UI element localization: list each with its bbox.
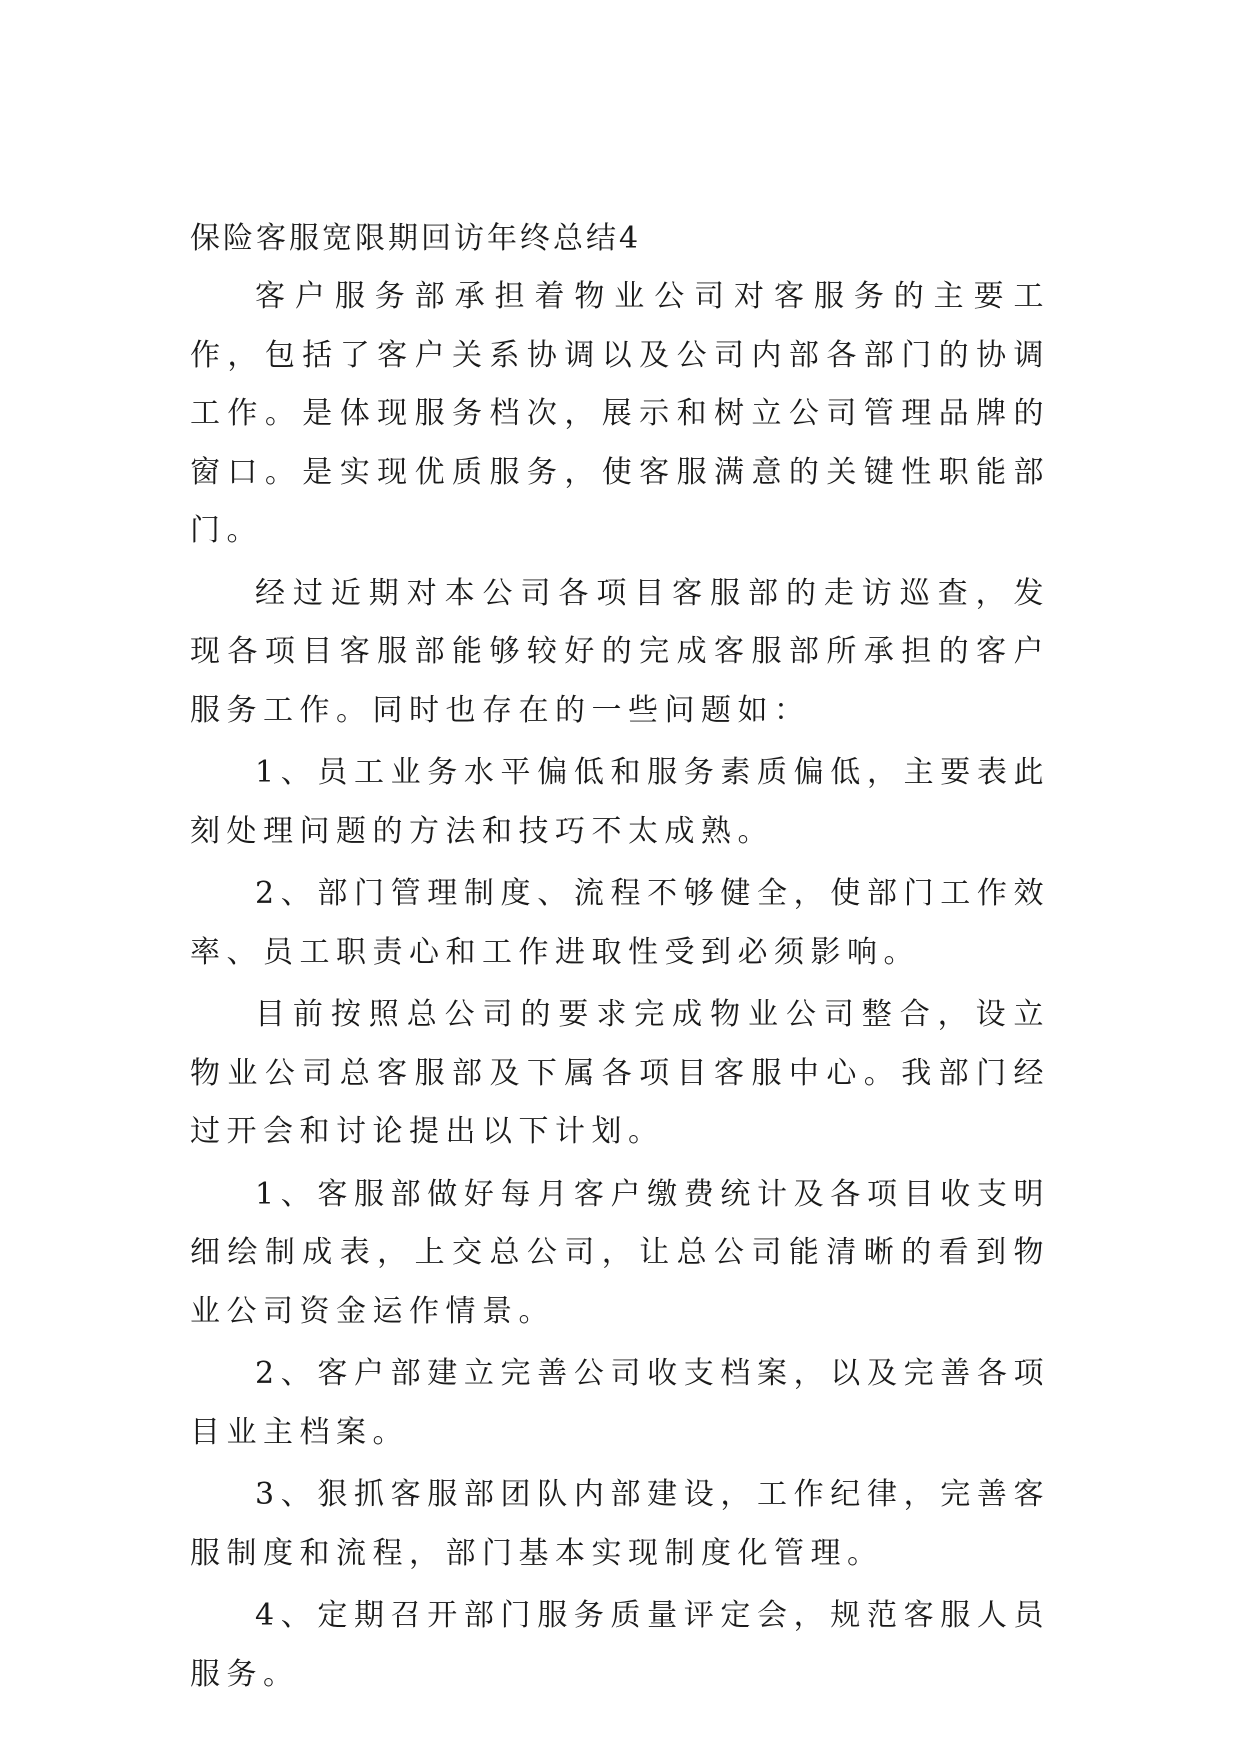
- paragraph: 经过近期对本公司各项目客服部的走访巡查，发现各项目客服部能够较好的完成客服部所承担的客户服务工作。同时也存在的一些问题如：: [190, 575, 1050, 728]
- paragraph: 2、客户部建立完善公司收支档案，以及完善各项目业主档案。: [190, 1356, 1050, 1450]
- paragraph: 1、员工业务水平偏低和服务素质偏低，主要表此刻处理问题的方法和技巧不太成熟。: [190, 755, 1050, 849]
- paragraph: 目前按照总公司的要求完成物业公司整合，设立物业公司总客服部及下属各项目客服中心。我部门经过开会和讨论提出以下计划。: [190, 997, 1050, 1149]
- paragraph: 3、狠抓客服部团队内部建设，工作纪律，完善客服制度和流程，部门基本实现制度化管理。: [190, 1477, 1050, 1571]
- document-body: [190, 210, 1050, 1708]
- paragraph: 客户服务部承担着物业公司对客服务的主要工作，包括了客户关系协调以及公司内部各部门的协调工作。是体现服务档次，展示和树立公司管理品牌的窗口。是实现优质服务，使客服满意的关键性职能部门。: [190, 279, 1050, 548]
- paragraph: 2、部门管理制度、流程不够健全，使部门工作效率、员工职责心和工作进取性受到必须影响。: [190, 876, 1050, 970]
- paragraph: 1、客服部做好每月客户缴费统计及各项目收支明细绘制成表，上交总公司，让总公司能清晰的看到物业公司资金运作情景。: [190, 1176, 1050, 1329]
- paragraph: 4、定期召开部门服务质量评定会，规范客服人员服务。: [190, 1598, 1050, 1692]
- document-title: 保险客服宽限期回访年终总结4: [190, 221, 642, 256]
